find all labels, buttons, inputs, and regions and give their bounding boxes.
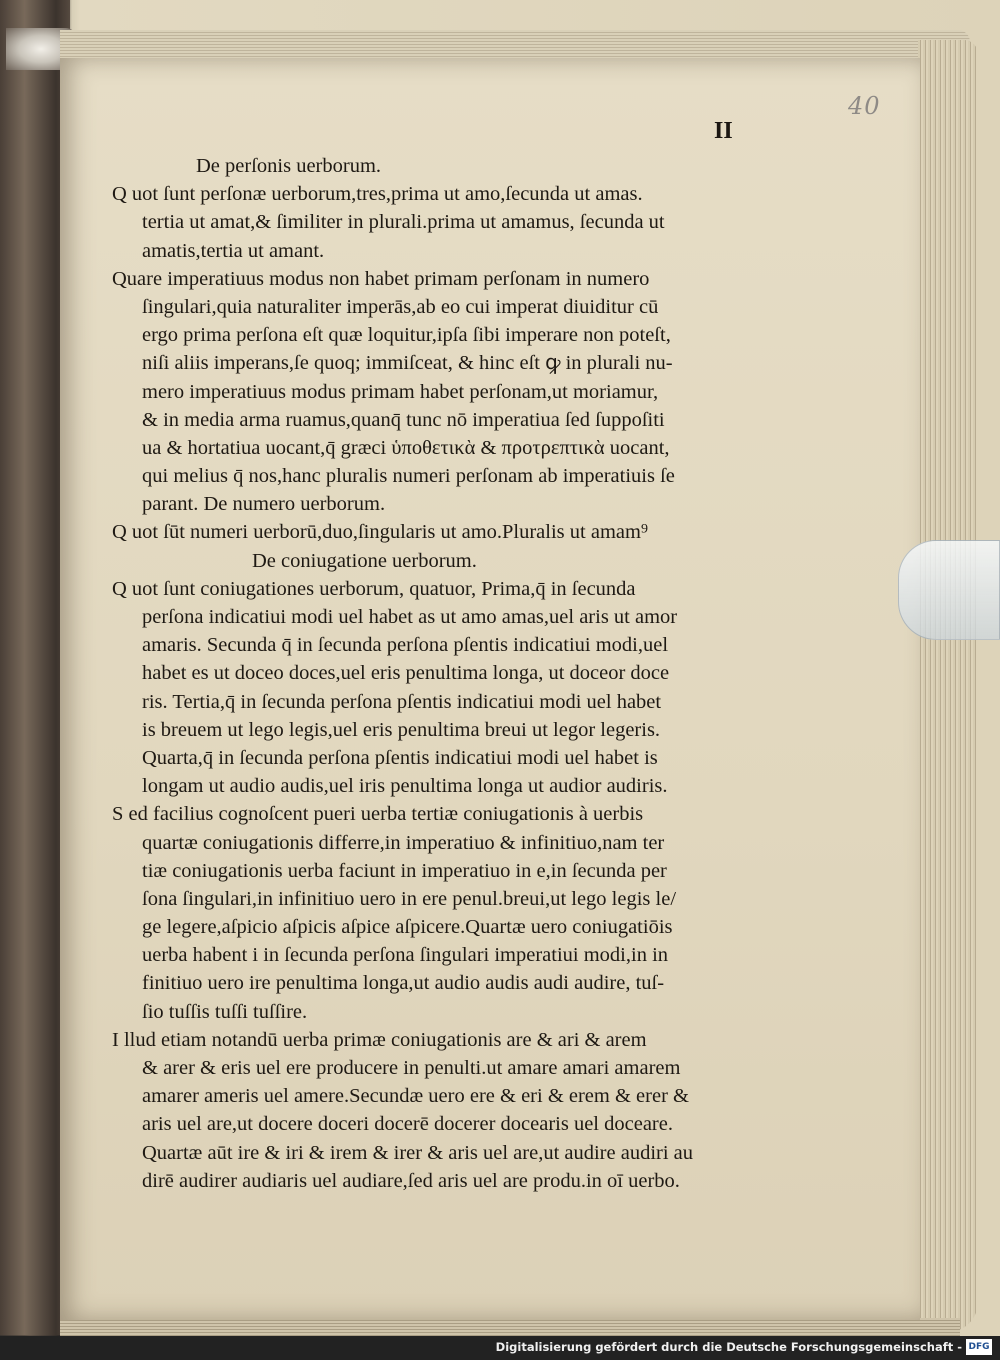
- text-block: [112, 152, 802, 1195]
- text-line: Quarta,q̄ in ſecunda perſona pſentis indicatiui modi uel habet is: [142, 746, 658, 769]
- text-line: aris uel are,ut docere doceri docerē docerer docearis uel doceare.: [142, 1113, 673, 1136]
- text-line: & arer & eris uel ere producere in penulti.ut amare amari amarem: [142, 1057, 681, 1079]
- text-line: Quare imperatiuus modus non habet primam perſonam in numero: [112, 267, 650, 290]
- bottom-page-edges: [60, 1318, 960, 1336]
- text-line: is breuem ut lego legis,uel eris penultima breui ut legor legeris.: [142, 718, 661, 741]
- text-line: amatis,tertia ut amant.: [142, 239, 325, 262]
- text-line: mero imperatiuus modus primam habet perſonam,ut moriamur,: [142, 380, 659, 403]
- text-line: Q uot ſūt numeri uerborū,duo,ſingularis ut amo.Pluralis ut amam⁹: [112, 521, 649, 544]
- text-line: dirē audirer audiaris uel audiare,ſed aris uel are produ.in oī uerbo.: [142, 1169, 680, 1192]
- text-line: qui melius q̄ nos,hanc pluralis numeri perſonam ab imperatiuis ſe: [142, 465, 675, 488]
- text-line: De coniugatione uerborum.: [252, 549, 477, 572]
- text-line: ris. Tertia,q̄ in ſecunda perſona pſentis indicatiui modi uel habet: [142, 690, 662, 713]
- text-line: Q uot ſunt coniugationes uerborum, quatuor, Prima,q̄ in ſecunda: [112, 577, 636, 600]
- text-line: uerba habent i in ſecunda perſona ſingulari imperatiui modi,in in: [142, 944, 669, 967]
- text-line: ſona ſingulari,in infinitiuo uero in ere penul.breui,ut lego legis le/: [142, 887, 677, 910]
- text-line: ſio tuſſis tuſſi tuſſire.: [142, 1000, 308, 1023]
- text-line: finitiuo uero ire penultima longa,ut audio audis audi audire, tuſ-: [142, 972, 665, 995]
- text-line: De perſonis uerborum.: [196, 155, 382, 177]
- page-clip: [898, 540, 1000, 640]
- text-line: amaris. Secunda q̄ in ſecunda perſona pſentis indicatiui modi,uel: [142, 634, 669, 657]
- text-line: perſona indicatiui modi uel habet as ut amo amas,uel aris ut amor: [142, 606, 678, 628]
- text-line: I llud etiam notandū uerba primæ coniugationis are & ari & arem: [112, 1028, 647, 1051]
- handwritten-page-number: 40: [848, 92, 881, 120]
- text-line: niſi aliis imperans,ſe quoq; immiſceat, & hinc eſt ꝙ in plurali nu-: [142, 352, 673, 375]
- folio-number: II: [714, 118, 733, 144]
- text-line: longam ut audio audis,uel iris penultima longa ut audior audiris.: [142, 775, 668, 798]
- right-page-edges: [918, 40, 978, 1332]
- text-line: Q uot ſunt perſonæ uerborum,tres,prima ut amo,ſecunda ut amas.: [112, 183, 643, 206]
- text-line: ergo prima perſona eſt quæ loquitur,ipſa ſibi imperare non poteſt,: [142, 324, 671, 347]
- text-line: ſingulari,quia naturaliter imperās,ab eo cui imperat diuiditur cū: [142, 295, 659, 318]
- text-line: tertia ut amat,& ſimiliter in plurali.prima ut amamus, ſecunda ut: [142, 211, 665, 234]
- footer-credit: Digitalisierung gefördert durch die Deutsche Forschungsgemeinschaft -: [495, 1340, 962, 1354]
- text-line: & in media arma ruamus,quanq̄ tunc nō imperatiua ſed ſuppoſiti: [142, 408, 665, 431]
- text-line: tiæ coniugationis uerba faciunt in imperatiuo in e,in ſecunda per: [142, 859, 667, 882]
- text-line: S ed facilius cognoſcent pueri uerba tertiæ coniugationis à uerbis: [112, 803, 644, 826]
- text-line: amarer ameris uel amere.Secundæ uero ere & eri & erem & erer &: [142, 1085, 689, 1108]
- text-line: ua & hortatiua uocant,q̄ græci ὑποθετικὰ & προτρεπτικὰ uocant,: [142, 436, 670, 459]
- text-line: ge legere,aſpicio aſpicis aſpice aſpicere.Quartæ uero coniugatiōis: [142, 916, 673, 939]
- text-line: parant. De numero uerborum.: [142, 493, 386, 516]
- text-line: Quartæ aūt ire & iri & irem & irer & aris uel are,ut audire audiri au: [142, 1141, 694, 1164]
- dfg-logo: DFG: [966, 1339, 992, 1355]
- text-line: quartæ coniugationis differre,in imperatiuo & infinitiuo,nam ter: [142, 831, 665, 854]
- text-line: habet es ut doceo doces,uel eris penultima longa, ut doceor doce: [142, 662, 670, 685]
